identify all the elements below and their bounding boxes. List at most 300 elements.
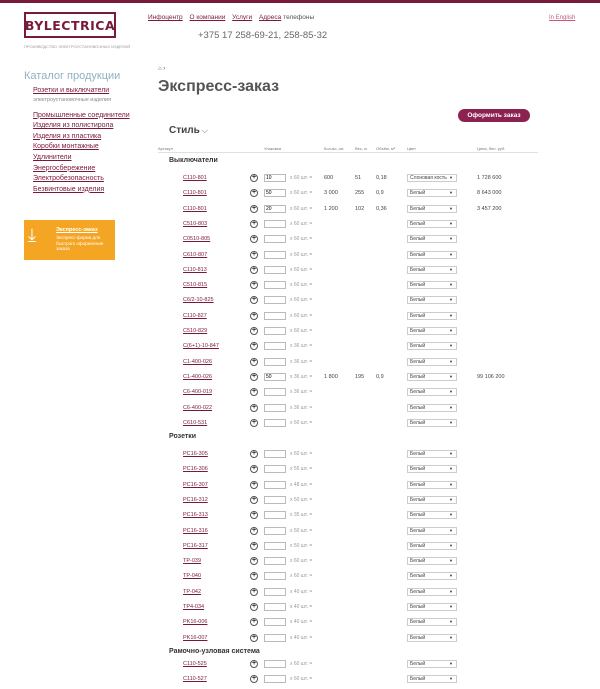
quantity-input[interactable] xyxy=(264,205,286,213)
pack-size: х 40 шт. = xyxy=(290,634,313,641)
color-select[interactable] xyxy=(407,205,457,213)
pack-size: х 60 шт. = xyxy=(290,297,313,304)
sidebar-item-industrial[interactable]: Промышленные соединители xyxy=(33,111,130,119)
quantity-input[interactable] xyxy=(264,296,286,304)
color-select[interactable] xyxy=(407,572,457,580)
add-circle-icon[interactable]: + xyxy=(251,572,257,580)
article-link[interactable]: C510-829 xyxy=(183,328,208,334)
price-value: 3 457 200 xyxy=(477,205,502,212)
color-value: Белый xyxy=(410,404,426,411)
quantity-input[interactable] xyxy=(264,634,286,642)
sidebar-item-electrical-safety[interactable]: Электробезопасность xyxy=(33,175,104,183)
dropdown-arrow-icon: ▼ xyxy=(449,588,453,594)
quantity-input[interactable] xyxy=(264,450,286,458)
color-value: Белый xyxy=(410,236,426,243)
add-circle-icon[interactable]: + xyxy=(251,541,257,549)
dropdown-arrow-icon: ▼ xyxy=(449,251,453,257)
quantity-input[interactable] xyxy=(264,373,286,381)
dropdown-arrow-icon: ▼ xyxy=(449,481,453,487)
place-order-button[interactable]: Оформить заказ xyxy=(458,109,530,122)
add-circle-icon[interactable]: + xyxy=(251,342,257,350)
table-row xyxy=(0,572,600,582)
add-circle-icon[interactable]: + xyxy=(251,174,257,181)
article-link[interactable]: C6/2-10-825 xyxy=(183,297,214,304)
color-select[interactable] xyxy=(407,266,457,274)
pack-size: х 60 шт. = xyxy=(290,451,313,457)
color-select[interactable] xyxy=(407,634,457,642)
color-value: Белый xyxy=(410,496,426,503)
quantity-input[interactable] xyxy=(264,675,286,683)
quantity-input[interactable] xyxy=(264,358,286,366)
table-header xyxy=(158,145,538,153)
color-value: Белый xyxy=(410,451,426,457)
add-circle-icon[interactable]: + xyxy=(251,450,257,457)
pack-size: х 60 шт. = xyxy=(290,312,313,319)
color-select[interactable] xyxy=(407,450,457,458)
color-value: Белый xyxy=(410,588,426,595)
color-value: Белый xyxy=(410,266,426,273)
quantity-input[interactable] xyxy=(264,588,286,596)
pack-size: х 55 шт. = xyxy=(290,466,313,473)
color-select[interactable] xyxy=(407,588,457,596)
pack-size: х 36 шт. = xyxy=(290,404,313,411)
color-select[interactable] xyxy=(407,220,457,228)
pack-size: х 50 шт. = xyxy=(290,496,313,503)
article-link[interactable]: PC16-306 xyxy=(183,466,208,473)
table-row xyxy=(0,557,600,567)
add-circle-icon[interactable]: + xyxy=(251,250,257,258)
top-accent-bar xyxy=(0,0,600,3)
color-value: Белый xyxy=(410,205,426,212)
quantity-input[interactable] xyxy=(264,557,286,565)
nav-infocenter[interactable]: Инфоцентр xyxy=(148,14,183,21)
volume-value: 0,36 xyxy=(376,205,387,212)
color-select[interactable] xyxy=(407,388,457,396)
article-link[interactable]: PK16-006 xyxy=(183,619,208,626)
weight-value: 51 xyxy=(355,175,362,181)
color-value: Белый xyxy=(410,676,426,683)
volume-value: 0,18 xyxy=(376,175,387,181)
quantity-input[interactable] xyxy=(264,251,286,259)
table-row xyxy=(0,588,600,598)
color-value: Белый xyxy=(410,312,426,319)
color-value: Слоновая кость xyxy=(410,175,447,181)
top-nav xyxy=(148,14,314,21)
article-link[interactable]: C610-807 xyxy=(183,251,208,258)
sidebar-item-sockets-switches[interactable]: Розетки и выключатели xyxy=(33,87,110,94)
dropdown-arrow-icon: ▼ xyxy=(449,451,453,456)
sidebar-item-boxes[interactable]: Коробки монтажные xyxy=(33,143,99,151)
table-row xyxy=(0,327,600,337)
add-circle-icon[interactable]: + xyxy=(251,587,257,595)
dropdown-arrow-icon: ▼ xyxy=(449,542,453,548)
pack-size: х 40 шт. = xyxy=(290,619,313,626)
color-select[interactable] xyxy=(407,675,457,683)
logo[interactable] xyxy=(24,12,116,38)
add-circle-icon[interactable]: + xyxy=(251,511,257,519)
price-value: 99 106 200 xyxy=(477,373,505,380)
weight-value: 195 xyxy=(355,373,365,380)
pack-size: х 40 шт. = xyxy=(290,588,313,595)
dropdown-arrow-icon: ▼ xyxy=(449,373,453,379)
table-row xyxy=(0,281,600,291)
pack-size: х 60 шт. = xyxy=(290,676,313,683)
quantity-input[interactable] xyxy=(264,542,286,550)
color-value: Белый xyxy=(410,634,426,641)
dropdown-arrow-icon: ▼ xyxy=(449,389,453,395)
color-value: Белый xyxy=(410,619,426,626)
add-circle-icon[interactable]: + xyxy=(251,372,257,380)
table-row xyxy=(0,511,600,521)
color-select[interactable] xyxy=(407,281,457,289)
article-link[interactable]: PC16-307 xyxy=(183,481,208,488)
pack-size: х 60 шт. = xyxy=(290,205,313,212)
article-link[interactable]: PC16-305 xyxy=(183,451,208,457)
color-select[interactable] xyxy=(407,481,457,489)
pack-size: х 48 шт. = xyxy=(290,481,313,488)
quantity-input[interactable] xyxy=(264,572,286,580)
sidebar-item-energy-saving[interactable]: Энергосбережение xyxy=(33,164,96,172)
add-circle-icon[interactable]: + xyxy=(251,388,257,396)
quantity-input[interactable] xyxy=(264,220,286,228)
add-circle-icon[interactable]: + xyxy=(251,660,257,667)
article-link[interactable]: TP-040 xyxy=(183,573,202,580)
pack-size: х 36 шт. = xyxy=(290,373,313,380)
section-title: Розетки xyxy=(169,433,197,440)
color-value: Белый xyxy=(410,373,426,380)
col-article: Артикул xyxy=(158,146,173,151)
article-link[interactable]: PC16-316 xyxy=(183,527,208,534)
add-circle-icon[interactable]: + xyxy=(251,603,257,610)
table-row xyxy=(0,660,600,670)
color-select[interactable] xyxy=(407,557,457,565)
dropdown-arrow-icon: ▼ xyxy=(449,676,453,682)
cart-download-icon: ⤓ xyxy=(28,225,36,245)
quantity-input[interactable] xyxy=(264,189,286,197)
add-circle-icon[interactable]: + xyxy=(251,296,257,304)
article-link[interactable]: C110-801 xyxy=(183,190,207,197)
article-link[interactable]: C110-801 xyxy=(183,175,207,181)
add-circle-icon[interactable]: + xyxy=(251,418,257,426)
dropdown-arrow-icon: ▼ xyxy=(449,220,453,226)
table-row xyxy=(0,296,600,306)
article-link[interactable]: C0510-805 xyxy=(183,236,211,243)
color-select[interactable] xyxy=(407,465,457,473)
color-select[interactable] xyxy=(407,251,457,259)
pack-size: х 60 шт. = xyxy=(290,220,313,227)
color-select[interactable] xyxy=(407,618,457,626)
dropdown-arrow-icon: ▼ xyxy=(449,312,453,318)
add-circle-icon[interactable]: + xyxy=(251,633,257,641)
dropdown-arrow-icon: ▼ xyxy=(449,404,453,410)
add-circle-icon[interactable]: + xyxy=(251,235,257,243)
color-select[interactable] xyxy=(407,542,457,550)
article-link[interactable]: C110-827 xyxy=(183,312,207,319)
pack-size: х 60 шт. = xyxy=(290,175,313,181)
dropdown-arrow-icon: ▼ xyxy=(449,266,453,272)
color-value: Белый xyxy=(410,466,426,473)
pack-size: х 50 шт. = xyxy=(290,527,313,534)
add-circle-icon[interactable]: + xyxy=(251,480,257,488)
volume-value: 0,9 xyxy=(376,373,384,380)
color-select[interactable] xyxy=(407,342,457,350)
dropdown-arrow-icon: ▼ xyxy=(449,466,453,472)
article-link[interactable]: PC16-312 xyxy=(183,496,208,503)
article-link[interactable]: C6-400-019 xyxy=(183,389,213,396)
color-select[interactable] xyxy=(407,358,457,366)
dropdown-arrow-icon: ▼ xyxy=(449,573,453,579)
nav-addresses[interactable]: Адреса xyxy=(258,14,282,21)
dropdown-arrow-icon: ▼ xyxy=(449,604,453,609)
col-volume: Объём, м³ xyxy=(376,146,396,151)
color-value: Белый xyxy=(410,389,426,396)
table-row xyxy=(0,251,600,261)
add-circle-icon[interactable]: + xyxy=(251,526,257,534)
quantity-input[interactable] xyxy=(264,481,286,489)
table-row xyxy=(0,465,600,475)
style-selector[interactable] xyxy=(169,125,208,136)
color-value: Белый xyxy=(410,297,426,304)
color-select[interactable] xyxy=(407,235,457,243)
table-row xyxy=(0,373,600,383)
color-select[interactable] xyxy=(407,511,457,519)
catalog-title: Каталог продукции xyxy=(24,70,121,82)
section-title: Выключатели xyxy=(169,157,218,164)
phone-numbers: +375 17 258-69-21, 258-85-32 xyxy=(198,30,328,41)
color-value: Белый xyxy=(410,282,426,289)
pack-size: х 60 шт. = xyxy=(290,661,313,667)
article-link[interactable]: C1-400-026 xyxy=(183,373,213,380)
pack-size: х 60 шт. = xyxy=(290,251,313,258)
dropdown-arrow-icon: ▼ xyxy=(449,236,453,242)
dropdown-arrow-icon: ▼ xyxy=(449,512,453,518)
quantity-input[interactable] xyxy=(264,174,286,182)
article-link[interactable]: C(6+1)-10-847 xyxy=(183,343,219,350)
add-circle-icon[interactable]: + xyxy=(251,265,257,273)
table-row xyxy=(0,675,600,685)
add-circle-icon[interactable]: + xyxy=(251,204,257,212)
article-link[interactable]: C6-400-022 xyxy=(183,404,213,411)
add-circle-icon[interactable]: + xyxy=(251,357,257,365)
pack-size: х 60 шт. = xyxy=(290,190,313,197)
article-link[interactable]: C510-815 xyxy=(183,282,208,289)
table-row xyxy=(0,388,600,398)
quantity-input[interactable] xyxy=(264,327,286,335)
dropdown-arrow-icon: ▼ xyxy=(449,297,453,303)
banner-title[interactable]: Экспресс-заказ xyxy=(56,227,98,233)
table-row xyxy=(0,266,600,276)
color-select[interactable] xyxy=(407,373,457,381)
chevron-down-icon: ⌵ xyxy=(201,126,208,135)
quantity-input[interactable] xyxy=(264,281,286,289)
dropdown-arrow-icon: ▼ xyxy=(449,190,453,196)
table-row xyxy=(0,235,600,245)
quantity-input[interactable] xyxy=(264,266,286,274)
color-value: Белый xyxy=(410,527,426,534)
pack-size: х 60 шт. = xyxy=(290,573,313,580)
table-row xyxy=(0,312,600,322)
article-link[interactable]: TP-042 xyxy=(183,588,202,595)
color-select[interactable] xyxy=(407,174,457,182)
article-link[interactable]: TP-039 xyxy=(183,558,202,565)
color-select[interactable] xyxy=(407,660,457,668)
quantity-input[interactable] xyxy=(264,511,286,519)
article-link[interactable]: C110-527 xyxy=(183,676,207,683)
quantity-input[interactable] xyxy=(264,618,286,626)
section-title: Рамочно-узловая система xyxy=(169,648,260,655)
table-row xyxy=(0,189,600,199)
quantity-input[interactable] xyxy=(264,404,286,412)
quantity-input[interactable] xyxy=(264,312,286,320)
sidebar-item-polystyrene[interactable]: Изделия из полистирола xyxy=(33,122,114,130)
color-select[interactable] xyxy=(407,312,457,320)
dropdown-arrow-icon: ▼ xyxy=(449,558,453,564)
pack-size: х 60 шт. = xyxy=(290,236,313,243)
quantity-input[interactable] xyxy=(264,342,286,350)
color-value: Белый xyxy=(410,558,426,565)
nav-about[interactable]: О компании xyxy=(189,14,226,21)
add-circle-icon[interactable]: + xyxy=(251,311,257,319)
quantity-input[interactable] xyxy=(264,527,286,535)
dropdown-arrow-icon: ▼ xyxy=(449,419,453,425)
color-value: Белый xyxy=(410,358,426,365)
pack-size: х 36 шт. = xyxy=(290,389,313,396)
add-circle-icon[interactable]: + xyxy=(251,219,257,227)
add-circle-icon[interactable]: + xyxy=(251,465,257,473)
article-link[interactable]: C610-531 xyxy=(183,419,208,426)
sidebar-item-screwless[interactable]: Безвинтовые изделия xyxy=(33,185,105,193)
color-value: Белый xyxy=(410,190,426,197)
price-value: 1 728 600 xyxy=(477,175,502,181)
color-select[interactable] xyxy=(407,603,457,611)
dropdown-arrow-icon: ▼ xyxy=(449,634,453,640)
color-value: Белый xyxy=(410,481,426,488)
banner-text: Экспресс-форма для быстрого оформления заказа xyxy=(56,235,104,251)
quantity-input[interactable] xyxy=(264,496,286,504)
color-select[interactable] xyxy=(407,527,457,535)
quantity-input[interactable] xyxy=(264,388,286,396)
quantity-input[interactable] xyxy=(264,603,286,611)
weight-value: 102 xyxy=(355,205,365,212)
add-circle-icon[interactable]: + xyxy=(251,281,257,289)
dropdown-arrow-icon: ▼ xyxy=(449,358,453,364)
logo-subtitle: ПРОИЗВОДСТВО ЭЛЕКТРОУСТАНОВОЧНЫХ ИЗДЕЛИЙ xyxy=(24,44,131,49)
table-row xyxy=(0,450,600,460)
table-row xyxy=(0,358,600,368)
nav-services[interactable]: Услуги xyxy=(232,14,253,21)
nav-phones-text: телефоны xyxy=(283,14,315,21)
lang-switch-link[interactable]: In English xyxy=(549,15,576,21)
table-row xyxy=(0,603,600,613)
quantity-input[interactable] xyxy=(264,419,286,427)
dropdown-arrow-icon: ▼ xyxy=(449,205,453,211)
table-row xyxy=(0,527,600,537)
color-value: Белый xyxy=(410,542,426,549)
color-value: Белый xyxy=(410,251,426,258)
dropdown-arrow-icon: ▼ xyxy=(449,343,453,349)
dropdown-arrow-icon: ▼ xyxy=(449,328,453,333)
table-row xyxy=(0,419,600,429)
add-circle-icon[interactable]: + xyxy=(251,403,257,411)
dropdown-arrow-icon: ▼ xyxy=(449,282,453,288)
style-label: Стиль xyxy=(169,125,200,136)
table-row xyxy=(0,496,600,506)
add-circle-icon[interactable]: + xyxy=(251,327,257,334)
pack-size: х 60 шт. = xyxy=(290,558,313,565)
pack-size: х 35 шт. = xyxy=(290,512,313,519)
color-select[interactable] xyxy=(407,419,457,427)
pieces-count: 1 800 xyxy=(324,373,338,380)
add-circle-icon[interactable]: + xyxy=(251,495,257,503)
dropdown-arrow-icon: ▼ xyxy=(449,661,453,666)
color-value: Белый xyxy=(410,328,426,334)
quantity-input[interactable] xyxy=(264,660,286,668)
table-row xyxy=(0,618,600,628)
add-circle-icon[interactable]: + xyxy=(251,189,257,197)
article-link[interactable]: C110-801 xyxy=(183,205,207,212)
add-circle-icon[interactable]: + xyxy=(251,675,257,683)
color-value: Белый xyxy=(410,419,426,426)
pack-size: х 60 шт. = xyxy=(290,328,313,334)
color-select[interactable] xyxy=(407,404,457,412)
pack-size: х 60 шт. = xyxy=(290,266,313,273)
color-select[interactable] xyxy=(407,296,457,304)
color-select[interactable] xyxy=(407,496,457,504)
quantity-input[interactable] xyxy=(264,235,286,243)
col-weight: Вес, кг xyxy=(355,146,368,151)
color-select[interactable] xyxy=(407,327,457,335)
col-color: Цвет xyxy=(407,146,416,151)
add-circle-icon[interactable]: + xyxy=(251,618,257,626)
table-row xyxy=(0,174,600,184)
pieces-count: 1 200 xyxy=(324,205,338,212)
sidebar-item-plastic[interactable]: Изделия из пластика xyxy=(33,132,102,140)
color-value: Белый xyxy=(410,573,426,580)
page-title: Экспресс-заказ xyxy=(158,78,280,95)
col-price: Цена, бел. руб. xyxy=(477,146,506,151)
article-link[interactable]: TP4-034 xyxy=(183,604,205,610)
color-value: Белый xyxy=(410,343,426,350)
volume-value: 0,9 xyxy=(376,190,384,197)
color-value: Белый xyxy=(410,604,426,610)
table-row xyxy=(0,404,600,414)
col-pcs: Кол-во, шт. xyxy=(324,146,345,151)
table-row xyxy=(0,220,600,230)
article-link[interactable]: C110-525 xyxy=(183,661,207,667)
pack-size: х 36 шт. = xyxy=(290,343,313,350)
quantity-input[interactable] xyxy=(264,465,286,473)
pieces-count: 600 xyxy=(324,175,334,181)
article-link[interactable]: C1-400-026 xyxy=(183,358,213,365)
color-select[interactable] xyxy=(407,189,457,197)
breadcrumb[interactable]: ⌂ › xyxy=(158,66,166,72)
price-value: 8 643 000 xyxy=(477,190,502,197)
color-value: Белый xyxy=(410,220,426,227)
table-row xyxy=(0,634,600,644)
dropdown-arrow-icon: ▼ xyxy=(449,496,453,502)
article-link[interactable]: C510-803 xyxy=(183,220,208,227)
article-link[interactable]: PK16-007 xyxy=(183,634,208,641)
add-circle-icon[interactable]: + xyxy=(251,557,257,565)
sidebar-item-extensions[interactable]: Удлинители xyxy=(33,153,72,161)
pack-size: х 60 шт. = xyxy=(290,282,313,289)
article-link[interactable]: PC16-317 xyxy=(183,542,208,549)
article-link[interactable]: PC16-313 xyxy=(183,512,208,519)
article-link[interactable]: C110-813 xyxy=(183,266,207,273)
table-row xyxy=(0,481,600,491)
dropdown-arrow-icon: ▼ xyxy=(449,619,453,625)
color-value: Белый xyxy=(410,512,426,519)
